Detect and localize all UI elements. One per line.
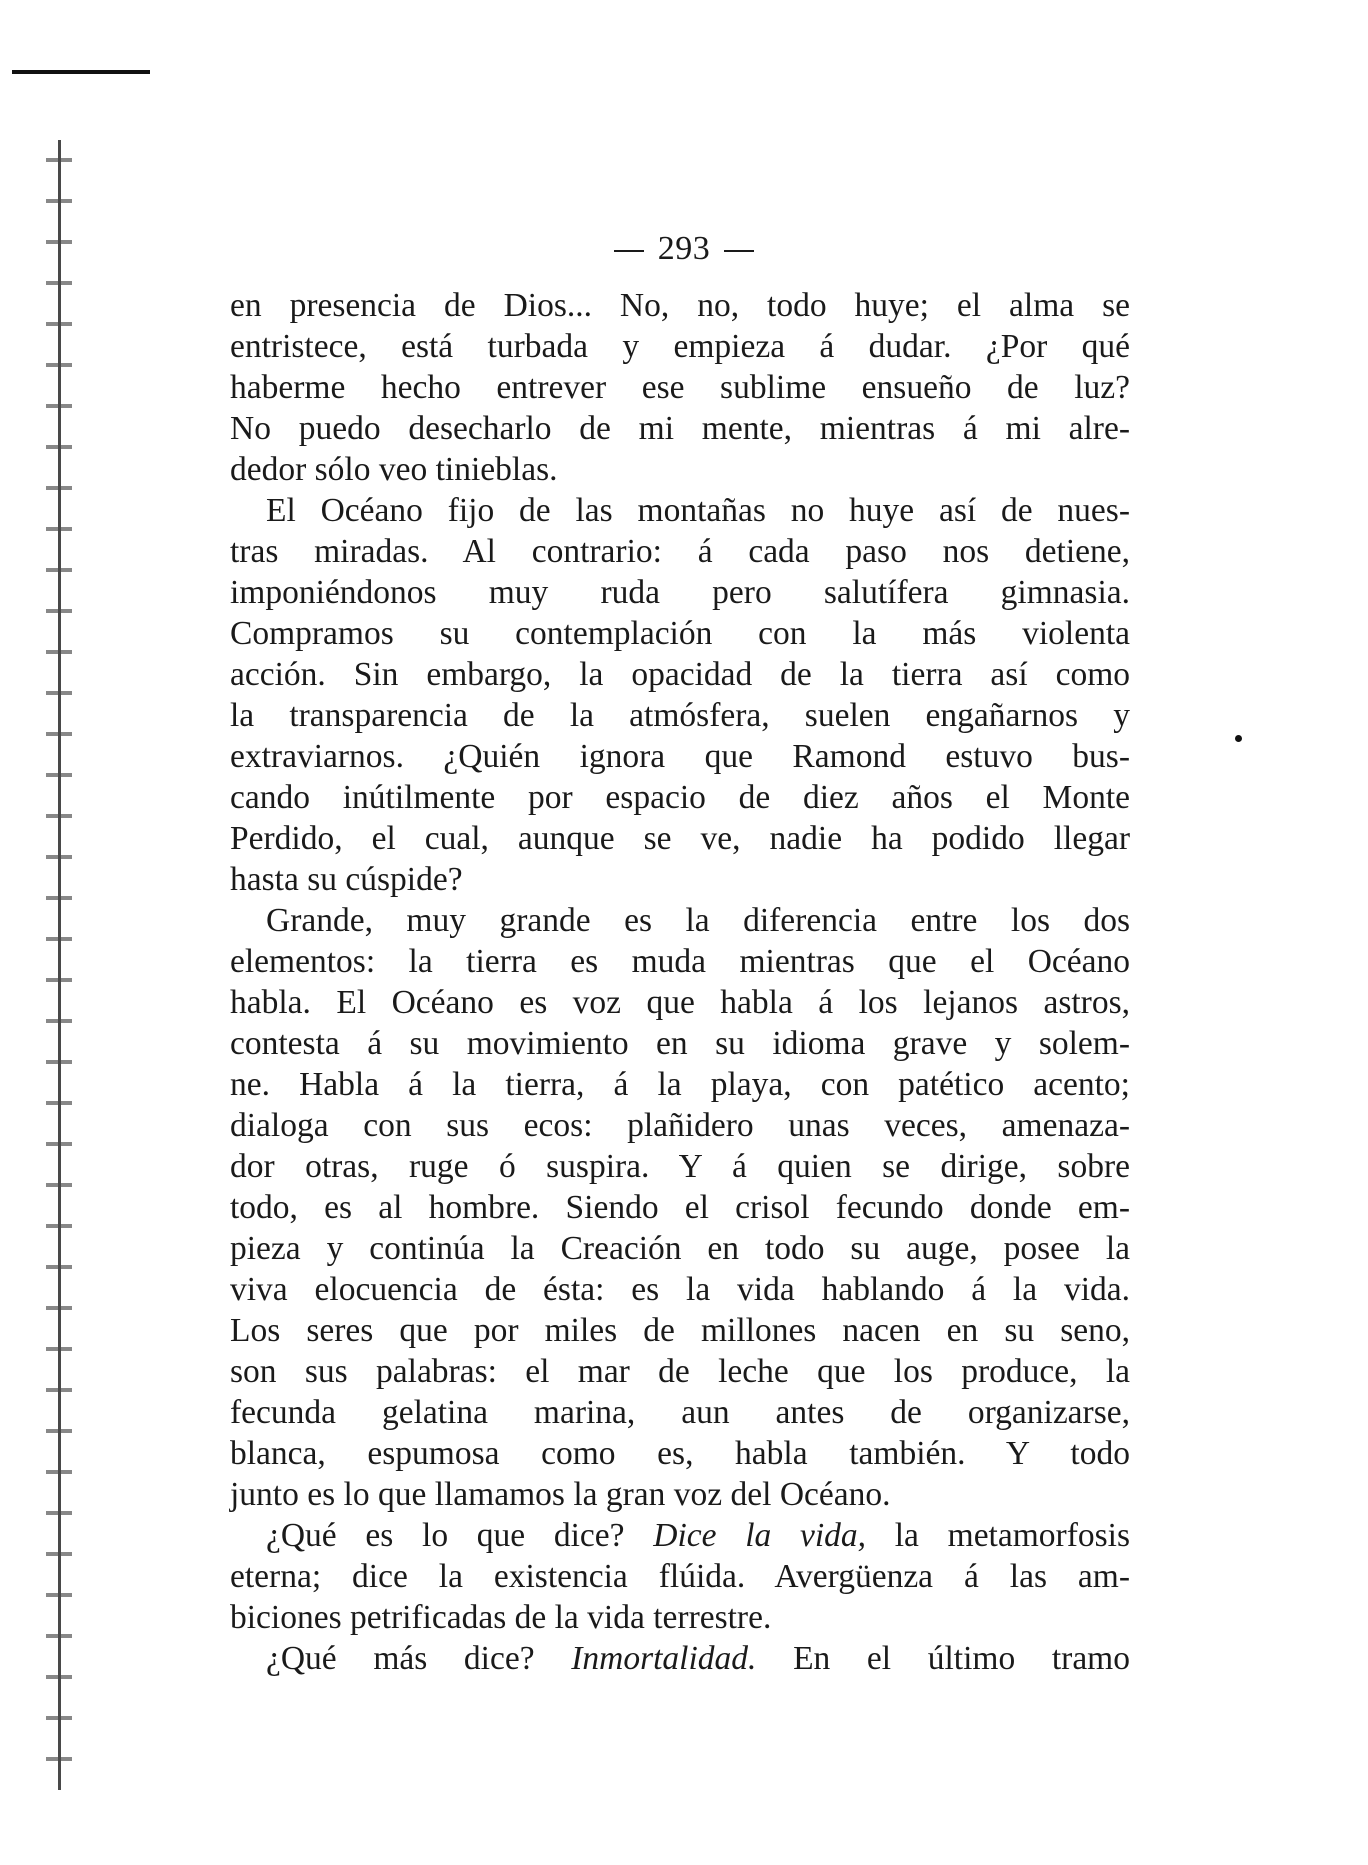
text-line: cando inútilmente por espacio de diez años el Monte: [230, 779, 1130, 816]
page-number: 293: [657, 230, 711, 267]
para5-post: En el último tramo: [756, 1640, 1130, 1677]
text-line: todo, es al hombre. Siendo el crisol fecundo donde em-: [230, 1189, 1130, 1226]
text-line: son sus palabras: el mar de leche que los produce, la: [230, 1353, 1130, 1390]
text-line: contesta á su movimiento en su idioma grave y solem-: [230, 1025, 1130, 1062]
text-line: El Océano fijo de las montañas no huye así de nues-: [266, 492, 1130, 529]
text-lines: [230, 285, 1130, 1515]
text-line: [230, 1515, 1130, 1556]
text-line: haberme hecho entrever ese sublime ensueño de luz?: [230, 369, 1130, 406]
text-line: viva elocuencia de ésta: es la vida hablando á la vida.: [230, 1271, 1130, 1308]
text-line: hasta su cúspide?: [230, 861, 463, 898]
dash-left: [614, 250, 644, 252]
text-line: en presencia de Dios... No, no, todo huye; el alma se: [230, 287, 1130, 324]
text-line: entristece, está turbada y empieza á dudar. ¿Por qué: [230, 328, 1130, 365]
text-line: dor otras, ruge ó suspira. Y á quien se dirige, sobre: [230, 1148, 1130, 1185]
text-line: ne. Habla á la tierra, á la playa, con patético acento;: [230, 1066, 1130, 1103]
text-line: habla. El Océano es voz que habla á los lejanos astros,: [230, 984, 1130, 1021]
para4-post: la metamorfosis: [866, 1517, 1130, 1554]
text-line: junto es lo que llamamos la gran voz del Océano.: [230, 1476, 891, 1513]
text-line: Compramos su contemplación con la más violenta: [230, 615, 1130, 652]
text-line: No puedo desecharlo de mi mente, mientras á mi alre-: [230, 410, 1130, 447]
text-line: pieza y continúa la Creación en todo su auge, posee la: [230, 1230, 1130, 1267]
text-line: la transparencia de la atmósfera, suelen engañarnos y: [230, 697, 1130, 734]
body-text: [230, 285, 1130, 1679]
text-line: tras miradas. Al contrario: á cada paso nos detiene,: [230, 533, 1130, 570]
text-line: dedor sólo veo tinieblas.: [230, 451, 558, 488]
text-line: Grande, muy grande es la diferencia entre los dos: [266, 902, 1130, 939]
para4-pre: ¿Qué es lo que dice?: [266, 1517, 654, 1554]
text-line: fecunda gelatina marina, aun antes de organizarse,: [230, 1394, 1130, 1431]
text-line: dialoga con sus ecos: plañidero unas veces, amenaza-: [230, 1107, 1130, 1144]
text-line: acción. Sin embargo, la opacidad de la tierra así como: [230, 656, 1130, 693]
text-line: [230, 1638, 1130, 1679]
text-line: Los seres que por miles de millones nacen en su seno,: [230, 1312, 1130, 1349]
binding-edge: [46, 140, 72, 1790]
page-number-header: [0, 230, 1368, 268]
text-line: extraviarnos. ¿Quién ignora que Ramond estuvo bus-: [230, 738, 1130, 775]
text-line: blanca, espumosa como es, habla también. Y todo: [230, 1435, 1130, 1472]
para5-italic: Inmortalidad.: [571, 1640, 757, 1677]
text-line: elementos: la tierra es muda mientras que el Océano: [230, 943, 1130, 980]
text-line: Perdido, el cual, aunque se ve, nadie ha podido llegar: [230, 820, 1130, 857]
dash-right: [724, 250, 754, 252]
text-line: eterna; dice la existencia flúida. Avergüenza á las am-: [230, 1558, 1130, 1595]
text-line: biciones petrificadas de la vida terrestre.: [230, 1599, 772, 1636]
top-left-rule: [12, 70, 150, 74]
para5-pre: ¿Qué más dice?: [266, 1640, 572, 1677]
text-line: imponiéndonos muy ruda pero salutífera gimnasia.: [230, 574, 1130, 611]
ink-speck: [1235, 735, 1242, 742]
para4-italic: Dice la vida,: [653, 1517, 867, 1554]
